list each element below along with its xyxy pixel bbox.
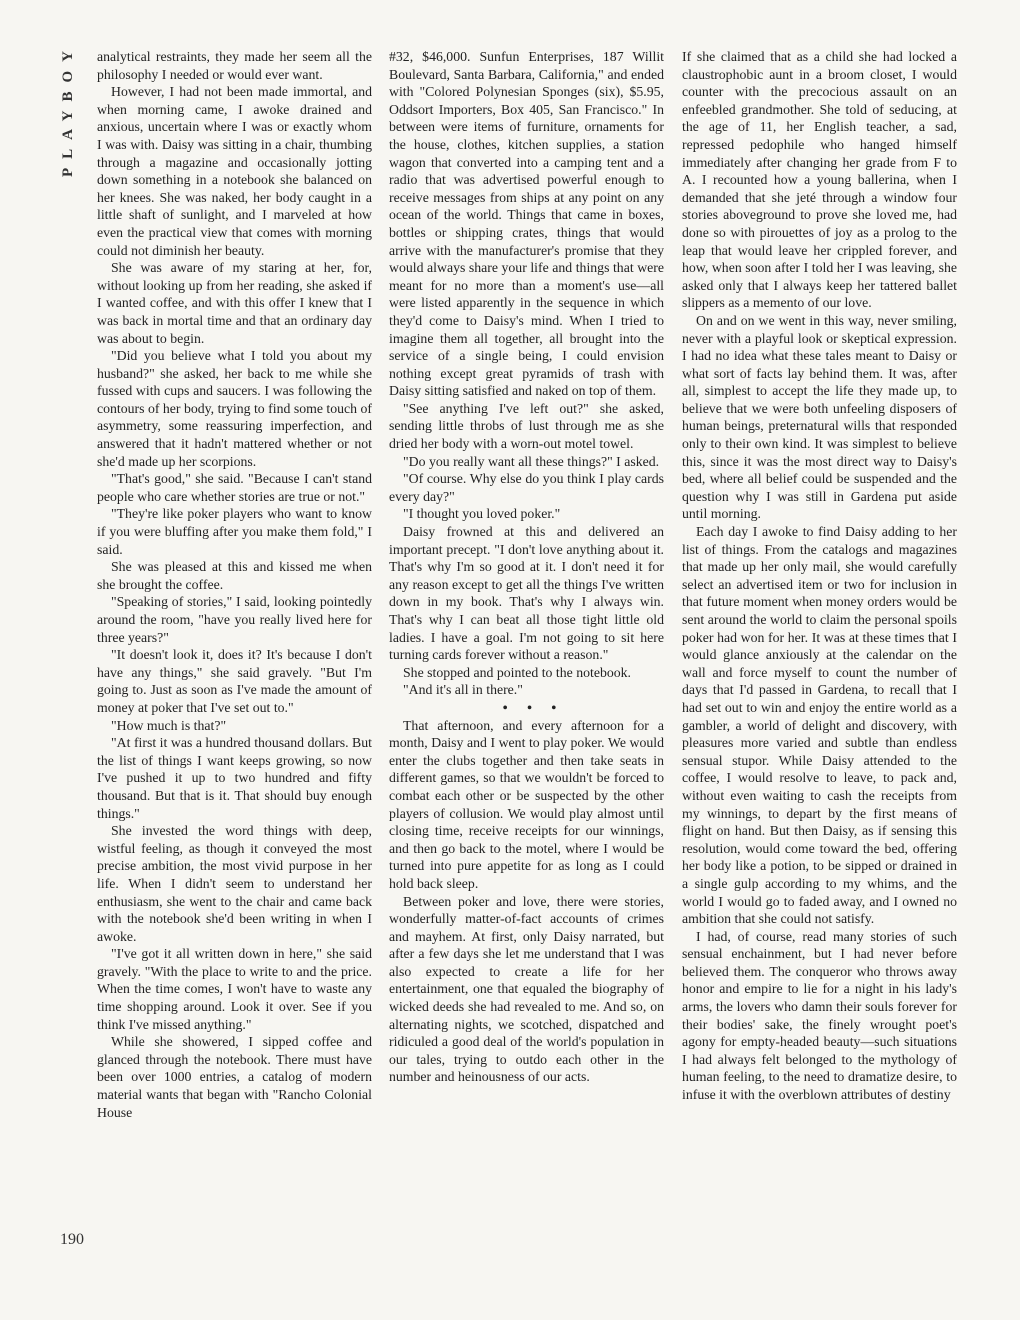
text-column-2	[389, 48, 664, 1270]
section-separator: • • •	[502, 699, 565, 715]
paragraph: analytical restraints, they made her seem all the philosophy I needed or would ever want.	[97, 49, 372, 82]
page-number: 190	[60, 1231, 84, 1248]
paragraph: "It doesn't look it, does it? It's because I don't have any things," she said gravely. "But I'm going to. Just as soon as I've made the amount of money at poker that I've set out to."	[97, 647, 372, 715]
paragraph: #32, $46,000. Sunfun Enterprises, 187 Willit Boulevard, Santa Barbara, California," and ended with "Colored Polynesian Sponges (six), $5.95, Oddsort Importers, Box 405, San Francisco." In between were items of furniture, ornaments for the house, clothes, kitchen supplies, a station wagon that converted into a camping tent and a radio that was advertised powerful enough to receive messages from ships at any point on any ocean of the world. Things that came in boxes, bottles or shipping crates, things that would arrive with the manufacturer's promise that they would always share your life and things that were meant for no more than a moment's use—all were listed apparently in the sequence in which they'd come to Daisy's mind. When I tried to imagine them all together, all brought into the service of a single being, I could envision nothing except great pyramids of trash with Daisy sitting satisfied and naked on top of them.	[389, 49, 664, 399]
paragraph: "They're like poker players who want to know if you were bluffing after you make them fold," I said.	[97, 506, 372, 557]
text-column-3	[682, 48, 957, 1270]
paragraph: On and on we went in this way, never smiling, never with a playful look or skeptical expression. I had no idea what these tales meant to Daisy or what sort of facts lay behind them. It was, after all, simplest to accept the life they made up, to believe that we were both unfeeling disposers of human beings, preternatural wills that responded only to their own kind. It was simplest to believe this, since it was the most direct way to Daisy's bed, where all belief could be suspended and the question why I was still in Gardena put aside until morning.	[682, 312, 957, 522]
paragraph: If she claimed that as a child she had locked a claustrophobic aunt in a broom closet, I would counter with the precocious assault on an enfeebled grandmother. She told of seducing, at the age of 11, her English teacher, a sad, repressed pedophile who hanged himself immediately after changing her grade from F to A. I recounted how a young ballerina, when I demanded that she jeté through a window four stories aboveground to prove she loved me, had done so with pirouettes of joy as a prolog to the leap that would leave her crippled forever, and how, when soon after I told her I was leaving, she asked only that I always keep her tattered ballet slippers as a memento of our love.	[682, 49, 957, 311]
paragraph: "At first it was a hundred thousand dollars. But the list of things I want keeps growing, so now I've pushed it up to two hundred and fifty thousand. But that is it. That should buy enough things."	[97, 735, 372, 821]
paragraph: However, I had not been made immortal, and when morning came, I awoke drained and anxious, uncertain where I was or exactly whom I was with. Daisy was sitting in a chair, thumbing through a magazine and occasionally jotting down something in a notebook she balanced on her knees. She was naked, her body caught in a little shaft of sunlight, and I marveled at how even the practical view that comes with morning could not diminish her beauty.	[97, 84, 372, 258]
magazine-name: PLAYBOY	[60, 42, 76, 177]
paragraph: "Did you believe what I told you about my husband?" she asked, her back to me while she fussed with cups and saucers. I was following the contours of her body, trying to find some touch of asymmetry, some reassuring imperfection, and answered that it hadn't mattered whether or not she'd made up her scorpions.	[97, 348, 372, 469]
paragraph: Each day I awoke to find Daisy adding to her list of things. From the catalogs and magazines that made up her only mail, she would carefully select an advertised item or two for inclusion in that future moment when money orders would be sent around the world to claim the personal spoils poker had won for her. It was at these times that I would glance anxiously at the calendar on the wall and force myself to count the number of days that I'd passed in Gardena, to recall that I had set out to win and enjoy the entire world as a gambler, a world of delight and discovery, with pleasures more varied and subtle than endless sensual stupor. While Daisy attended to the coffee, I would resolve to leave, to pack and, without even waiting to cash the receipts from my winnings, to depart by the first means of flight on hand. But then Daisy, as if sensing this resolution, would come toward the bed, offering her body like a potion, to be sipped or drained in a single gulp according to my whims, and the world I would go to faded away, and I owned no ambition that she could not satisfy.	[682, 524, 957, 927]
paragraph: She stopped and pointed to the notebook.	[403, 664, 631, 680]
paragraph: That afternoon, and every afternoon for a month, Daisy and I went to play poker. We would enter the clubs together and then take seats in different games, so that we wouldn't be forced to combat each other or be suspected by the other players of collusion. We would play almost until closing time, receive receipts for our winnings, and then go back to the motel, where I would be turned into pure appetite for as long as I could hold back sleep.	[389, 717, 664, 891]
paragraph: She was aware of my staring at her, for, without looking up from her reading, she asked if I wanted coffee, and with this offer I knew that I was back in mortal time and that an ordinary day was about to begin.	[97, 260, 372, 346]
paragraph: "How much is that?"	[111, 717, 227, 733]
paragraph: "I've got it all written down in here," she said gravely. "With the place to write to and the price. When the time comes, I won't have to waste any time shopping around. Look it over. See if you think I've missed anything."	[97, 946, 372, 1032]
paragraph: "I thought you loved poker."	[403, 506, 561, 522]
paragraph: "That's good," she said. "Because I can't stand people who care whether stories are true or not."	[97, 471, 372, 504]
paragraph: "See anything I've left out?" she asked, sending little throbs of lust through me as she dried her body with a worn-out motel towel.	[389, 400, 664, 452]
paragraph: "Speaking of stories," I said, looking pointedly around the room, "have you really lived here for three years?"	[97, 594, 372, 645]
paragraph: "Of course. Why else do you think I play cards every day?"	[389, 471, 664, 504]
paragraph: Daisy frowned at this and delivered an important precept. "I don't love anything about it. That's why I'm so good at it. I don't need it for any reason except to get all the things I've written down in my book. That's why I always win. That's why I can beat all those tight little old ladies. I have a goal. I'm not going to sit here turning cards forever without a reason."	[389, 524, 664, 663]
paragraph: "Do you really want all these things?" I asked.	[403, 453, 660, 469]
paragraph: Between poker and love, there were stories, wonderfully matter-of-fact accounts of crimes and mayhem. At first, only Daisy narrated, but after a few days she let me understand that I was also expected to create a life for her entertainment, one that equaled the biography of wicked deeds she had revealed to me. And so, on alternating nights, we scotched, dispatched and ridiculed a good deal of the world's population in our tales, trying to outdo each other in the number and heinousness of our acts.	[389, 893, 664, 1085]
paragraph: While she showered, I sipped coffee and glanced through the notebook. There must have been over 1000 entries, a catalog of modern material wants that began with "Rancho Colonial House	[97, 1034, 372, 1120]
paragraph: She was pleased at this and kissed me when she brought the coffee.	[97, 559, 372, 592]
text-column-1	[97, 48, 372, 1270]
paragraph: She invested the word things with deep, wistful feeling, as though it conveyed the most precise ambition, the most vivid purpose in her life. When I didn't seem to understand her enthusiasm, she went to the chair and came back with the notebook she'd been writing in when I awoke.	[97, 823, 372, 944]
paragraph: I had, of course, read many stories of such sensual enchainment, but I had never before believed them. The conqueror who throws away honor and empire to lie for a night in his lady's arms, the lovers who damn their souls forever for their bodies' sake, the finely wrought poet's agony for empty-headed beauty—such situations I had always felt belonged to the mythology of human feeling, to the need to dramatize desire, to infuse it with the overblown attributes of destiny	[682, 928, 957, 1103]
paragraph: "And it's all in there."	[403, 682, 523, 698]
